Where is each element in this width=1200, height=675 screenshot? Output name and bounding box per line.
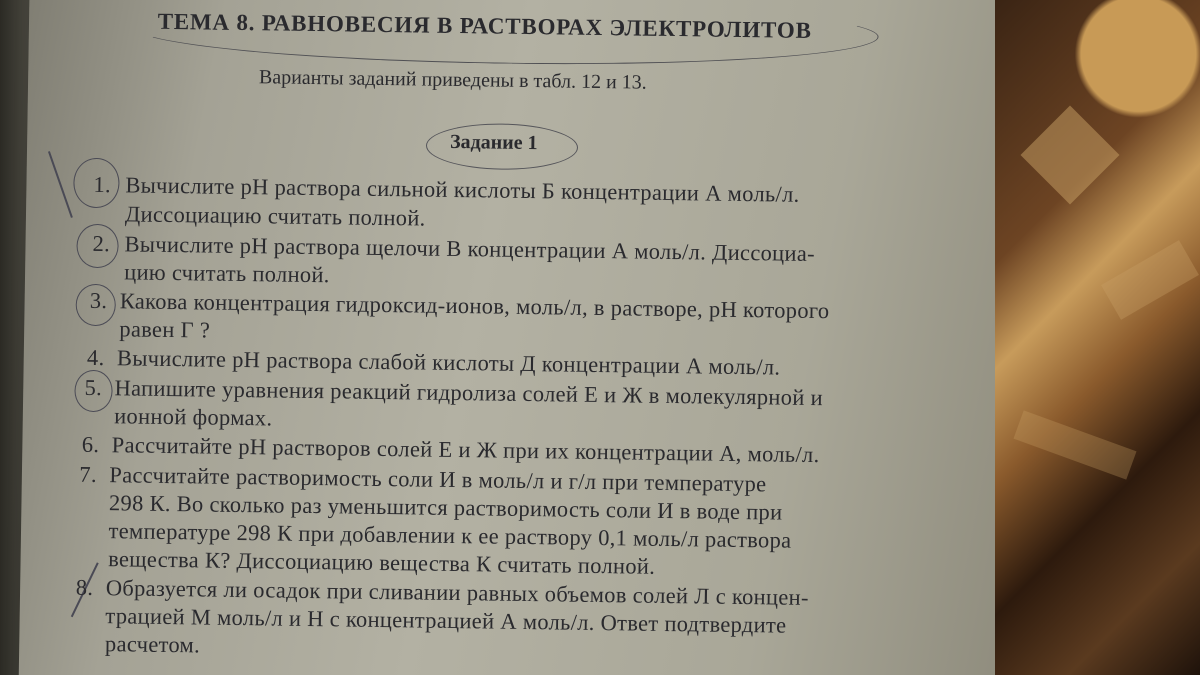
page-subtitle: Варианты заданий приведены в табл. 12 и 13. xyxy=(258,66,647,94)
item-number: 1. xyxy=(93,171,112,198)
item-number: 5. xyxy=(84,374,103,401)
pen-mark xyxy=(48,151,73,218)
item-line: Напишите уравнения реакций гидролиза солей Е и Ж в молекулярной и xyxy=(114,375,824,411)
item-line: расчетом. xyxy=(104,631,201,658)
task-heading: Задание 1 xyxy=(449,130,538,155)
item-line: Рассчитайте pH растворов солей Е и Ж при их концентрации А, моль/л. xyxy=(111,432,820,468)
item-number: 6. xyxy=(81,431,100,458)
item-line: вещества К? Диссоциацию вещества К считать полной. xyxy=(108,546,656,579)
item-line: Какова концентрация гидроксид-ионов, моль/л, в растворе, pH которого xyxy=(119,288,830,324)
item-number: 2. xyxy=(92,230,111,257)
item-line: трацией М моль/л и Н с концентрацией А моль/л. Ответ подтвердите xyxy=(105,603,787,638)
item-line: Образуется ли осадок при сливании равных объемов солей Л с концен- xyxy=(105,575,809,610)
item-line: Вычислите pH раствора сильной кислоты Б концентрации А моль/л. xyxy=(125,172,800,207)
page-title: ТЕМА 8. РАВНОВЕСИЯ В РАСТВОРАХ ЭЛЕКТРОЛИТОВ xyxy=(157,8,812,43)
item-number: 7. xyxy=(79,461,98,488)
item-line: равен Г ? xyxy=(119,316,211,343)
item-number: 8. xyxy=(75,574,94,600)
item-line: 298 К. Во сколько раз уменьшится растворимость соли И в воде при xyxy=(108,490,783,525)
item-line: ионной формах. xyxy=(114,403,273,431)
item-line: цию считать полной. xyxy=(124,259,330,288)
item-number: 4. xyxy=(86,344,105,371)
item-number: 3. xyxy=(89,287,108,314)
item-line: температуре 298 К при добавлении к ее раствору 0,1 моль/л раствора xyxy=(108,518,792,553)
item-line: Диссоциацию считать полной. xyxy=(124,201,426,231)
item-line: Рассчитайте растворимость соли И в моль/л и г/л при температуре xyxy=(109,462,767,497)
item-line: Вычислите pH раствора слабой кислоты Д концентрации А моль/л. xyxy=(116,345,781,380)
item-line: Вычислите pH раствора щелочи В концентрации А моль/л. Диссоциа- xyxy=(124,231,816,267)
